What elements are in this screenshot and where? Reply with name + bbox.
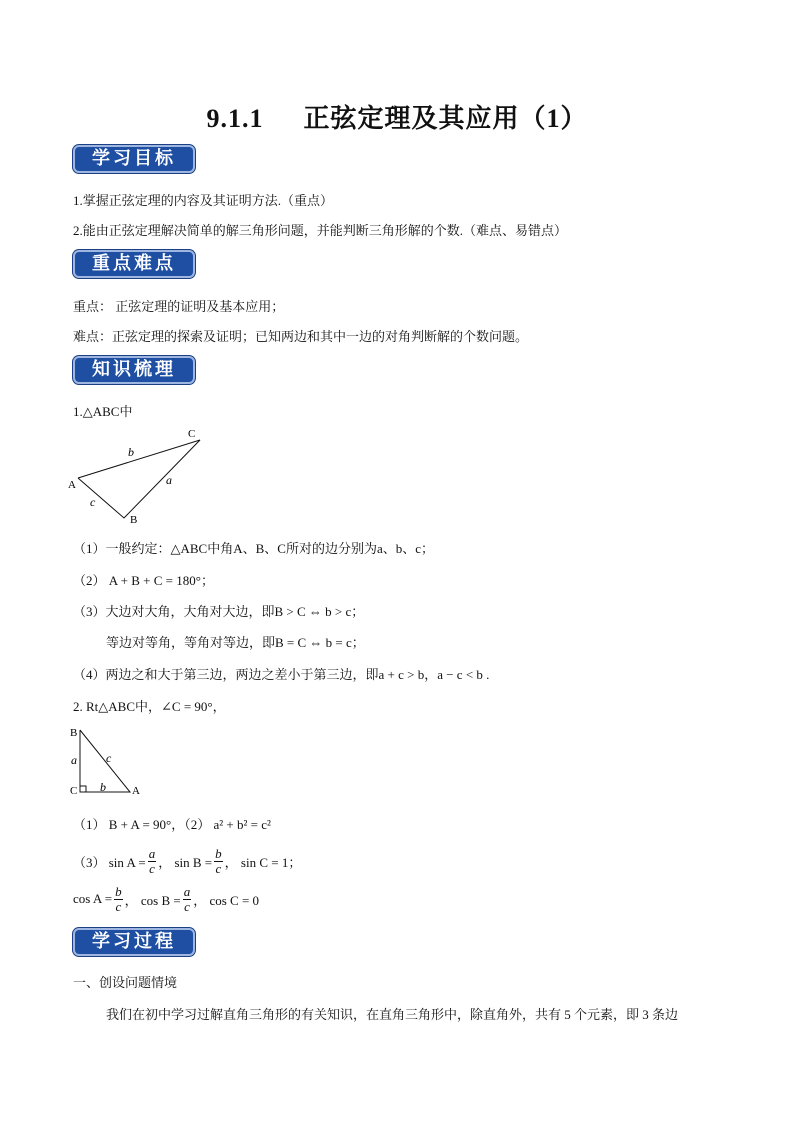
page-title (0, 98, 794, 135)
key-points-badge: 重点难点 (73, 250, 195, 278)
vertex-label-b: B (70, 727, 78, 739)
knowledge-point-3: （3）大边对大角，大角对大边，即B > C ⇔ b > c； (73, 604, 365, 619)
denominator: c (149, 860, 155, 876)
process-section-1-heading: 一、创设问题情境 (73, 975, 178, 990)
side-label-a: a (71, 753, 77, 767)
fraction-a-over-c (183, 885, 192, 914)
process-badge: 学习过程 (73, 928, 195, 956)
key-point-text: 重点： 正弦定理的证明及基本应用； (73, 299, 285, 314)
vertex-label-b: B (130, 514, 138, 526)
difficult-point-text: 难点：正弦定理的探索及证明；已知两边和其中一边的对角判断解的个数问题。 (73, 329, 529, 344)
denominator: c (215, 860, 222, 876)
vertex-label-c: C (188, 428, 196, 440)
vertex-label-c: C (70, 785, 78, 797)
fraction-b-over-c (214, 847, 223, 876)
knowledge-item-1-heading: 1.△ABC中 (73, 404, 133, 419)
triangle-figure (68, 422, 218, 527)
right-triangle-point-1: （1） B + A = 90°，（2） a² + b² = c² (73, 817, 271, 832)
cosine-relations (73, 882, 259, 916)
triangle-outline (78, 440, 200, 518)
side-label-b: b (100, 780, 106, 794)
cos-c-label: ， cos C = 0 (193, 892, 260, 908)
sine-b-label: ， sin B = (158, 854, 213, 870)
numerator: b (115, 883, 122, 899)
process-paragraph-1: 我们在初中学习过解直角三角形的有关知识，在直角三角形中，除直角外，共有 5 个元素，即 3 条边 (106, 1007, 679, 1022)
objective-2: 2.能由正弦定理解决简单的解三角形问题，并能判断三角形解的个数.（难点、易错点） (73, 223, 568, 238)
right-angle-mark (80, 786, 86, 792)
fraction-a-over-c (148, 847, 157, 876)
side-label-c: c (90, 495, 96, 509)
vertex-label-a: A (68, 479, 76, 491)
knowledge-point-2: （2） A + B + C = 180°； (73, 573, 214, 588)
sine-c-label: ， sin C = 1； (224, 854, 302, 870)
right-triangle-figure (68, 724, 148, 798)
cos-a-label: cos A = (73, 891, 113, 906)
side-label-b: b (128, 445, 134, 459)
knowledge-point-4: （4）两边之和大于第三边，两边之差小于第三边，即a + c > b，a − c < b . (73, 667, 490, 682)
title-number: 9.1.1 (206, 104, 264, 133)
knowledge-point-1: （1）一般约定：△ABC中角A、B、C所对的边分别为a、b、c； (73, 541, 434, 556)
vertex-label-a: A (132, 785, 140, 797)
knowledge-point-3b: 等边对等角，等角对等边，即B = C ⇔ b = c； (106, 635, 365, 650)
cos-b-label: ， cos B = (124, 892, 181, 908)
objective-1: 1.掌握正弦定理的内容及其证明方法.（重点） (73, 193, 334, 208)
denominator: c (184, 898, 190, 914)
knowledge-badge: 知识梳理 (73, 356, 195, 384)
title-text: 正弦定理及其应用（1） (303, 104, 588, 133)
denominator: c (115, 898, 122, 914)
side-label-a: a (166, 473, 172, 487)
knowledge-item-2-heading: 2. Rt△ABC中，∠C = 90°， (73, 699, 226, 714)
numerator: a (183, 883, 191, 899)
numerator: a (148, 845, 156, 861)
objectives-badge: 学习目标 (73, 145, 195, 173)
sine-a-label: （3） sin A = (73, 854, 146, 870)
sine-relations (73, 844, 301, 878)
fraction-b-over-c (114, 885, 123, 914)
numerator: b (215, 845, 222, 861)
side-label-c: c (106, 751, 112, 765)
